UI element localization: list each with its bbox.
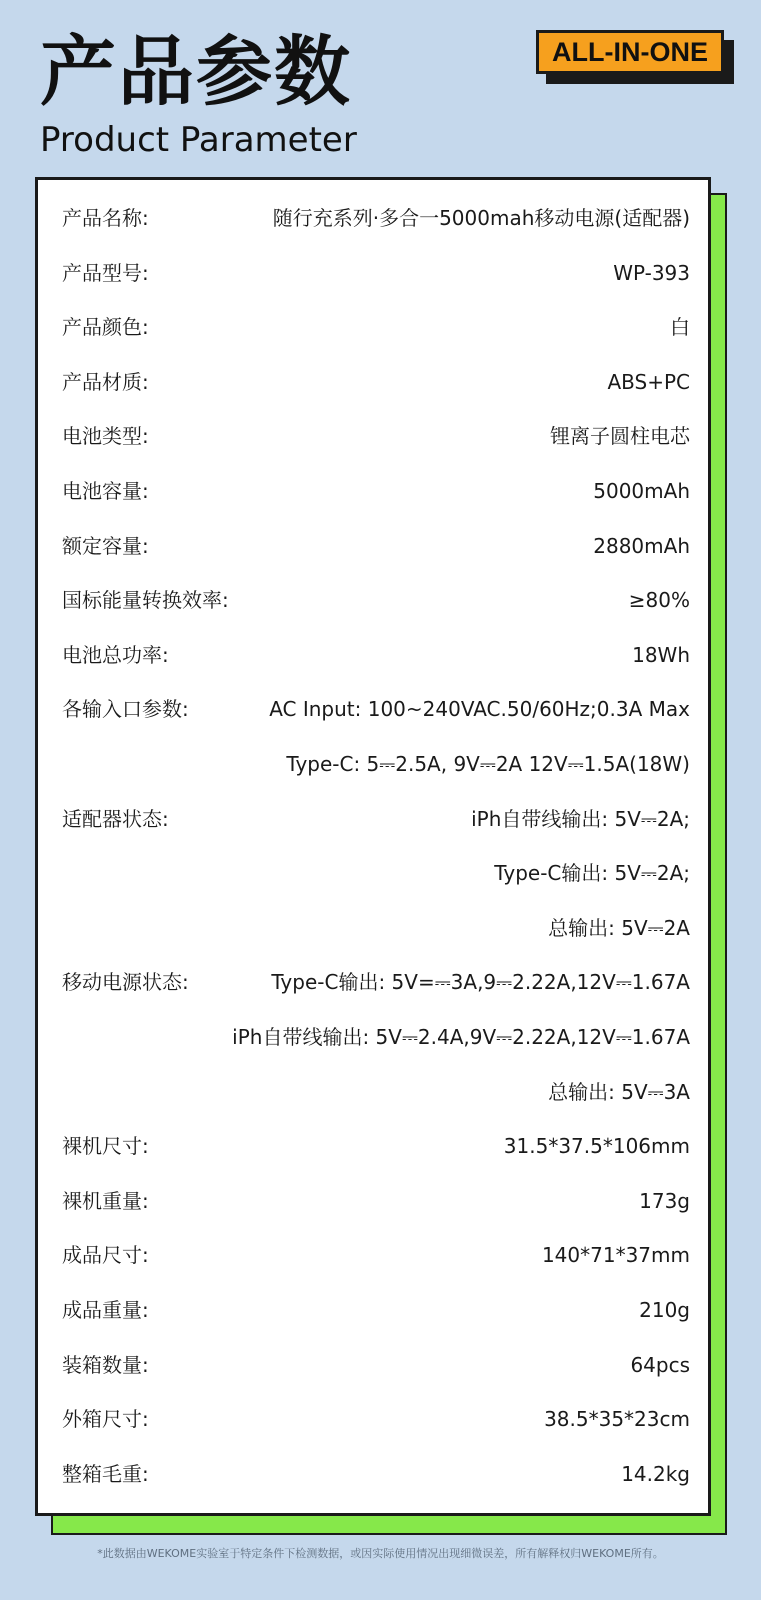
parameter-row [62, 1017, 690, 1057]
parameter-value: 18Wh [632, 642, 690, 667]
parameter-label: 成品尺寸: [62, 1243, 149, 1268]
parameter-label: 额定容量: [62, 533, 149, 558]
parameter-value: ≥80% [628, 588, 690, 613]
parameter-label: 产品颜色: [62, 315, 149, 340]
badge-label: ALL-IN-ONE [536, 30, 724, 74]
parameter-value: 173g [639, 1188, 690, 1213]
parameter-value: ABS+PC [607, 369, 690, 394]
parameter-row [62, 744, 690, 784]
parameter-row [62, 689, 690, 729]
parameter-row [62, 1126, 690, 1166]
parameter-value: 14.2kg [621, 1461, 690, 1486]
parameter-row [62, 1290, 690, 1330]
parameter-table [35, 177, 711, 1516]
disclaimer-footnote: *此数据由WEKOME实验室于特定条件下检测数据，或因实际使用情况出现细微误差，所有解释权归WEKOME所有。 [97, 1547, 664, 1560]
parameter-label: 移动电源状态: [62, 970, 189, 995]
parameter-value: Type-C输出: 5V=⎓3A,9⎓2.22A,12V⎓1.67A [271, 970, 690, 995]
parameter-row [62, 362, 690, 402]
parameter-label: 裸机重量: [62, 1188, 149, 1213]
parameter-row [62, 1454, 690, 1494]
parameter-row [62, 471, 690, 511]
parameter-row [62, 307, 690, 347]
parameter-row [62, 1235, 690, 1275]
parameter-value: 64pcs [630, 1352, 690, 1377]
parameter-label: 电池容量: [62, 479, 149, 503]
parameter-label: 产品名称: [62, 206, 149, 230]
page-subtitle: Product Parameter [40, 120, 357, 160]
parameter-value: 140*71*37mm [541, 1243, 690, 1268]
parameter-label: 各输入口参数: [62, 697, 189, 722]
parameter-label: 产品型号: [62, 260, 149, 285]
parameter-row [62, 1072, 690, 1112]
parameter-value: WP-393 [613, 260, 690, 285]
parameter-row [62, 416, 690, 456]
parameter-label: 国标能量转换效率: [62, 588, 229, 613]
parameter-row [62, 580, 690, 620]
parameter-label: 裸机尺寸: [62, 1134, 149, 1159]
parameter-value: 锂离子圆柱电芯 [550, 424, 690, 449]
parameter-label: 成品重量: [62, 1298, 149, 1322]
parameter-value: Type-C输出: 5V⎓2A; [494, 861, 690, 886]
parameter-row [62, 799, 690, 839]
all-in-one-badge [536, 30, 732, 82]
parameter-value: 随行充系列·多合一5000mah移动电源(适配器) [272, 206, 690, 230]
parameter-label: 电池类型: [62, 424, 149, 449]
parameter-row [62, 853, 690, 893]
parameter-value: 2880mAh [593, 533, 690, 558]
parameter-row [62, 1399, 690, 1439]
parameter-value: 5000mAh [593, 479, 690, 503]
parameter-label: 装箱数量: [62, 1352, 149, 1377]
parameter-value: 总输出: 5V⎓2A [548, 915, 690, 940]
parameter-row [62, 1345, 690, 1385]
parameter-value: iPh自带线输出: 5V⎓2A; [471, 806, 690, 831]
parameter-label: 电池总功率: [62, 642, 169, 667]
parameter-row [62, 962, 690, 1002]
parameter-value: 31.5*37.5*106mm [503, 1134, 690, 1159]
page-title: 产品参数 [40, 27, 352, 116]
parameter-row [62, 635, 690, 675]
parameter-value: iPh自带线输出: 5V⎓2.4A,9V⎓2.22A,12V⎓1.67A [232, 1025, 690, 1049]
parameter-row [62, 253, 690, 293]
parameter-row [62, 526, 690, 566]
parameter-label: 产品材质: [62, 369, 149, 394]
parameter-row [62, 198, 690, 238]
parameter-value: 白 [670, 315, 690, 340]
parameter-value: Type-C: 5⎓2.5A, 9V⎓2A 12V⎓1.5A(18W) [286, 752, 690, 776]
parameter-row [62, 1181, 690, 1221]
parameter-label: 适配器状态: [62, 806, 169, 831]
parameter-row [62, 908, 690, 948]
parameter-value: 38.5*35*23cm [544, 1407, 690, 1432]
parameter-value: 210g [639, 1298, 690, 1322]
parameter-label: 整箱毛重: [62, 1461, 149, 1486]
parameter-label: 外箱尺寸: [62, 1407, 149, 1432]
parameter-value: 总输出: 5V⎓3A [548, 1079, 690, 1104]
parameter-value: AC Input: 100~240VAC.50/60Hz;0.3A Max [269, 697, 690, 722]
